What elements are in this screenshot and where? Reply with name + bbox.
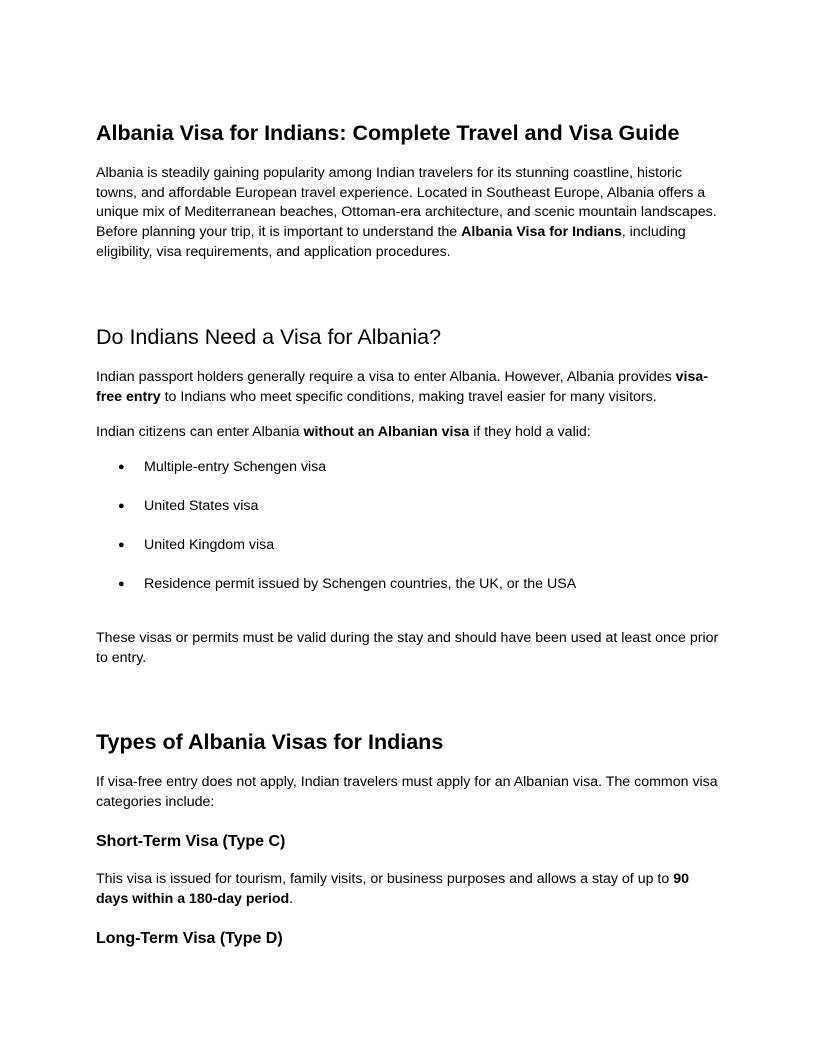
visa-free-text-1: Indian passport holders generally require a visa to enter Albania. However, Albania provides (96, 369, 676, 385)
list-item-text: United States visa (144, 498, 259, 514)
list-item-text: Multiple-entry Schengen visa (144, 459, 327, 475)
visa-types-intro-paragraph: If visa-free entry does not apply, Indian travelers must apply for an Albanian visa. The common visa categories include: (96, 774, 718, 810)
intro-text-1: Albania is steadily gaining popularity among Indian travelers for its stunning coastline, historic towns, and affordable European travel experience. Located in Southeast Europe, Albania offers a unique mix of Mediterranean beaches, Ottoman-era architecture, and scenic mountain landscapes. Before planning your trip, it is important to understand the (96, 165, 717, 241)
short-term-visa-paragraph (96, 870, 720, 909)
visa-free-text-2: to Indians who meet specific conditions, making travel easier for many visitors. (160, 388, 657, 405)
list-item-text: United Kingdom visa (144, 537, 275, 553)
bullet-icon: ● (118, 500, 125, 512)
intro-bold-1: Albania Visa for Indians (461, 224, 622, 241)
page-title: Albania Visa for Indians: Complete Travel and Visa Guide (96, 121, 680, 145)
conditions-bold: without an Albanian visa (303, 424, 470, 440)
visa-free-bold: visa-free entry (96, 369, 709, 405)
bullet-icon: ● (118, 578, 125, 590)
short-term-bold: 90 days within a 180-day period (96, 871, 689, 907)
subheading-short-term-visa: Short-Term Visa (Type C) (96, 833, 286, 850)
validity-paragraph: These visas or permits must be valid during the stay and should have been used at least once prior to entry. (96, 630, 719, 666)
short-term-text-1: This visa is issued for tourism, family visits, or business purposes and allows a stay of up to (96, 871, 674, 887)
bullet-icon: ● (118, 461, 125, 473)
visa-free-paragraph (96, 368, 720, 407)
short-term-text-2: . (289, 890, 294, 907)
section-heading-visa-types: Types of Albania Visas for Indians (96, 730, 444, 754)
conditions-text-2: if they hold a valid: (469, 424, 591, 440)
bullet-icon: ● (118, 539, 125, 551)
conditions-paragraph (96, 423, 720, 443)
intro-text-2: , including eligibility, visa requirements, and application procedures. (96, 224, 686, 260)
subheading-long-term-visa: Long-Term Visa (Type D) (96, 930, 283, 947)
section-heading-visa-requirement: Do Indians Need a Visa for Albania? (96, 325, 442, 349)
conditions-text-1: Indian citizens can enter Albania (96, 424, 304, 440)
intro-paragraph (96, 164, 720, 263)
list-item-text: Residence permit issued by Schengen countries, the UK, or the USA (144, 576, 577, 592)
